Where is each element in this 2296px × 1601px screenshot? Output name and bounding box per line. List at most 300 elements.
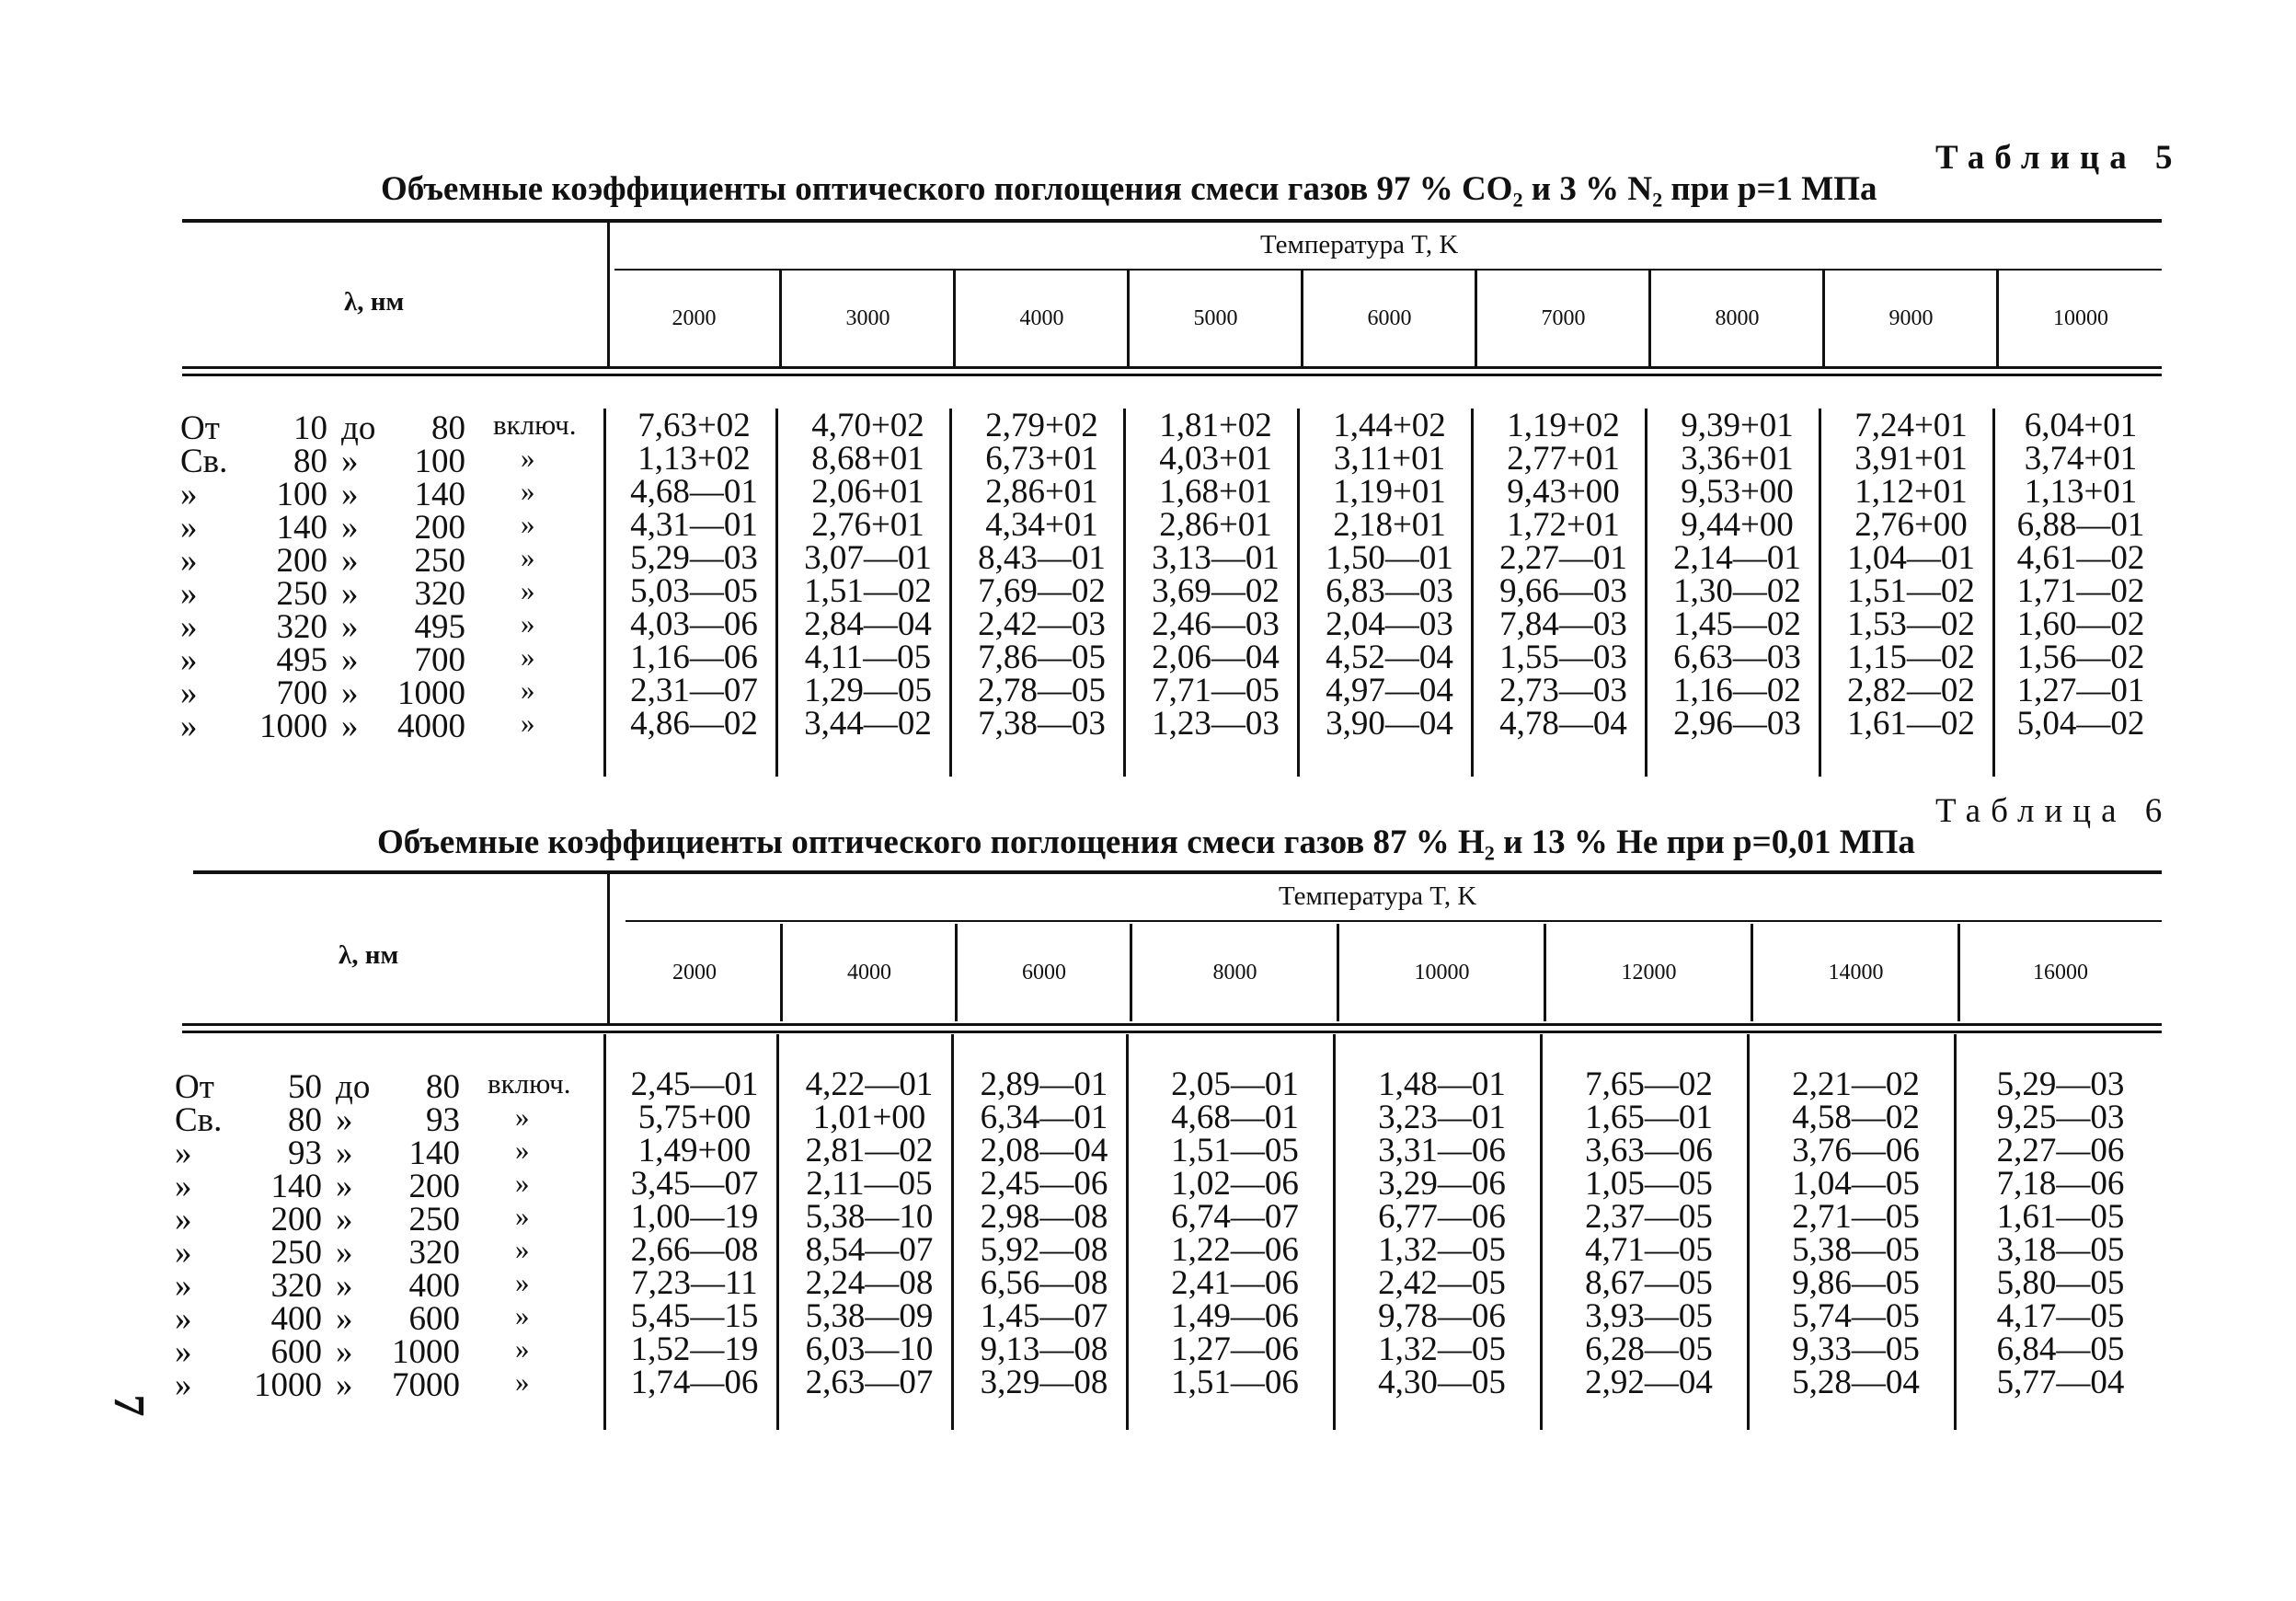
table-cell: 3,29—06	[1378, 1164, 1506, 1203]
table6-temp-columns	[607, 924, 2162, 1021]
table6-col-divider-head	[1957, 924, 1960, 1021]
table-cell: 4,58—02	[1792, 1098, 1920, 1136]
table-cell: 3,90—04	[1326, 704, 1453, 743]
table-cell: 1,13+02	[637, 439, 751, 478]
table-row	[175, 1065, 2162, 1106]
range-pfx: »	[180, 608, 198, 646]
range-sfx: »	[521, 574, 535, 606]
table-cell: 3,29—08	[980, 1363, 1108, 1401]
table5-temp-col-5: 7000	[1541, 305, 1586, 330]
range-mid: »	[336, 1267, 353, 1305]
table-cell: 1,50—01	[1326, 538, 1453, 577]
table-cell: 2,46—03	[1152, 605, 1280, 643]
table-cell: 4,78—04	[1499, 704, 1627, 743]
table-cell: 3,69—02	[1152, 571, 1280, 610]
range-pfx: »	[175, 1135, 192, 1172]
table-cell: 9,86—05	[1792, 1263, 1920, 1302]
table-cell: 7,71—05	[1152, 671, 1280, 709]
table6-temp-col-0: 2000	[672, 960, 717, 985]
table-cell: 2,76+01	[811, 505, 924, 544]
range-pfx: »	[175, 1234, 192, 1272]
table-row	[175, 1131, 2162, 1172]
range-a: 700	[276, 674, 327, 712]
range-mid: »	[336, 1234, 353, 1272]
range-sfx: »	[521, 508, 535, 540]
table-cell: 1,52—19	[630, 1330, 759, 1368]
table5-col-divider-head	[1648, 271, 1651, 366]
table-cell: 9,43+00	[1507, 472, 1620, 511]
table-cell: 6,88—01	[2016, 505, 2145, 544]
table-cell: 1,30—02	[1673, 571, 1801, 610]
table-row	[180, 505, 2164, 547]
row-range-label	[180, 508, 607, 547]
table6-temp-col-6: 14000	[1828, 960, 1884, 985]
table-cell: 6,77—06	[1378, 1197, 1506, 1236]
table-row	[180, 671, 2164, 712]
table-cell: 6,73+01	[985, 439, 1098, 478]
table-cell: 5,29—03	[1996, 1065, 2125, 1103]
table5-temp-col-8: 10000	[2053, 305, 2108, 330]
table-cell: 2,27—01	[1499, 538, 1627, 577]
row-range-label	[175, 1200, 607, 1238]
table5-lambda-header: λ, нм	[344, 287, 405, 317]
table-cell: 9,53+00	[1681, 472, 1794, 511]
table-cell: 1,61—05	[1996, 1197, 2125, 1236]
table-cell: 4,03+01	[1159, 439, 1272, 478]
table-cell: 1,45—07	[980, 1296, 1108, 1335]
range-sfx: »	[521, 707, 535, 739]
row-range-label	[180, 475, 607, 513]
table-cell: 9,25—03	[1996, 1098, 2125, 1136]
table-row	[180, 538, 2164, 580]
range-b: 140	[414, 476, 465, 513]
range-a: 495	[276, 641, 327, 679]
table-cell: 5,38—05	[1792, 1230, 1920, 1269]
row-range-label	[180, 707, 607, 745]
row-range-label	[175, 1067, 607, 1106]
table-cell: 2,79+02	[985, 406, 1098, 444]
range-mid: »	[341, 542, 359, 580]
range-pfx: »	[180, 641, 198, 679]
table-cell: 2,31—07	[630, 671, 758, 709]
table6-col-divider-head	[1130, 924, 1132, 1021]
range-sfx: »	[521, 442, 535, 474]
table5-col-divider-head	[1127, 271, 1130, 366]
table-cell: 7,24+01	[1854, 406, 1968, 444]
range-b: 140	[408, 1135, 460, 1172]
table-cell: 1,19+01	[1333, 472, 1446, 511]
table6-label: Таблица 6	[1935, 792, 2173, 830]
range-pfx: »	[175, 1168, 192, 1205]
range-a: 1000	[259, 708, 327, 745]
range-b: 700	[414, 641, 465, 679]
range-pfx: »	[175, 1333, 192, 1371]
row-range-label	[180, 442, 607, 480]
table-cell: 2,86+01	[985, 472, 1098, 511]
table-cell: 2,76+00	[1854, 505, 1968, 544]
table-cell: 1,32—05	[1378, 1230, 1506, 1269]
range-b: 320	[408, 1234, 460, 1272]
table-cell: 2,63—07	[805, 1363, 934, 1401]
range-b: 400	[408, 1267, 460, 1305]
table6-body	[175, 1065, 2162, 1404]
table6-stub-divider	[607, 874, 610, 1025]
table-cell: 6,56—08	[980, 1263, 1108, 1302]
table-cell: 1,00—19	[630, 1197, 759, 1236]
range-a: 10	[293, 409, 327, 447]
range-sfx: »	[521, 674, 535, 706]
range-pfx: »	[175, 1300, 192, 1338]
range-a: 100	[276, 476, 327, 513]
table-cell: 1,53—02	[1847, 605, 1975, 643]
range-mid: до	[336, 1068, 371, 1106]
table6-temp-col-7: 16000	[2033, 960, 2088, 985]
table5-body	[180, 406, 2164, 745]
row-range-label	[175, 1365, 607, 1404]
table-cell: 3,63—06	[1585, 1131, 1713, 1169]
table-cell: 2,42—03	[978, 605, 1106, 643]
table-cell: 4,30—05	[1378, 1363, 1506, 1401]
range-b: 200	[408, 1168, 460, 1205]
range-a: 250	[270, 1234, 322, 1272]
range-sfx: »	[515, 1134, 530, 1166]
range-sfx: »	[515, 1100, 530, 1133]
range-b: 93	[426, 1101, 460, 1139]
table-cell: 6,84—05	[1996, 1330, 2125, 1368]
table-cell: 4,17—05	[1996, 1296, 2125, 1335]
range-sfx: »	[515, 1200, 530, 1232]
table-cell: 5,38—09	[805, 1296, 934, 1335]
range-pfx: Св.	[180, 443, 228, 480]
range-b: 100	[414, 443, 465, 480]
table-cell: 1,56—02	[2016, 638, 2145, 676]
table-cell: 2,45—01	[630, 1065, 759, 1103]
range-pfx: »	[180, 575, 198, 613]
range-mid: »	[336, 1135, 353, 1172]
range-b: 600	[408, 1300, 460, 1338]
table-cell: 3,13—01	[1152, 538, 1280, 577]
range-b: 250	[414, 542, 465, 580]
table-row	[175, 1330, 2162, 1371]
table-cell: 4,34+01	[985, 505, 1098, 544]
row-range-label	[180, 409, 607, 447]
table5-title: Объемные коэффициенты оптического поглощения смеси газов 97 % CO₂ и 3 % N₂ при p=1 МПа	[381, 170, 1877, 208]
range-sfx: »	[515, 1332, 530, 1365]
table-row	[180, 704, 2164, 745]
table6-header-rule-1	[182, 1023, 2162, 1026]
table-cell: 1,27—06	[1171, 1330, 1299, 1368]
range-sfx: »	[515, 1167, 530, 1199]
table-cell: 3,91+01	[1854, 439, 1968, 478]
table-cell: 4,31—01	[630, 505, 758, 544]
table5-col-divider-head	[1475, 271, 1477, 366]
table-cell: 7,63+02	[637, 406, 751, 444]
table-cell: 1,55—03	[1499, 638, 1627, 676]
range-sfx: »	[515, 1233, 530, 1265]
table-cell: 1,65—01	[1585, 1098, 1713, 1136]
range-sfx: »	[521, 475, 535, 507]
range-a: 250	[276, 575, 327, 613]
table-cell: 1,51—02	[1847, 571, 1975, 610]
table-cell: 7,69—02	[978, 571, 1106, 610]
table-cell: 5,28—04	[1792, 1363, 1920, 1401]
range-pfx: От	[180, 409, 220, 447]
table-cell: 9,13—08	[980, 1330, 1108, 1368]
table-row	[175, 1164, 2162, 1205]
table6-header-rule-2	[182, 1031, 2162, 1033]
range-b: 7000	[392, 1366, 460, 1404]
table-cell: 2,77+01	[1507, 439, 1620, 478]
table-cell: 2,45—06	[980, 1164, 1108, 1203]
table-cell: 7,23—11	[631, 1263, 758, 1302]
table-row	[180, 439, 2164, 480]
table5-col-divider-head	[779, 271, 782, 366]
table-cell: 1,12+01	[1854, 472, 1968, 511]
row-range-label	[180, 541, 607, 580]
range-pfx: Св.	[175, 1101, 223, 1139]
table-cell: 1,04—05	[1792, 1164, 1920, 1203]
table5-label: Таблица 5	[1935, 139, 2183, 177]
table-cell: 2,71—05	[1792, 1197, 1920, 1236]
range-mid: »	[341, 476, 359, 513]
range-pfx: »	[180, 476, 198, 513]
row-range-label	[175, 1167, 607, 1205]
table-cell: 2,81—02	[805, 1131, 934, 1169]
table-cell: 6,04+01	[2024, 406, 2138, 444]
table-cell: 9,66—03	[1499, 571, 1627, 610]
table-row	[175, 1296, 2162, 1338]
table-cell: 2,08—04	[980, 1131, 1108, 1169]
range-a: 400	[270, 1300, 322, 1338]
table-cell: 8,68+01	[811, 439, 924, 478]
table5-temp-header: Температура T, K	[1260, 230, 1459, 259]
table6-temp-col-1: 4000	[847, 960, 891, 985]
table6-col-divider-head	[780, 924, 783, 1021]
table-cell: 5,45—15	[630, 1296, 759, 1335]
range-mid: »	[341, 708, 359, 745]
table-cell: 2,92—04	[1585, 1363, 1713, 1401]
table-cell: 4,22—01	[805, 1065, 934, 1103]
table-row	[180, 406, 2164, 447]
table-cell: 5,03—05	[630, 571, 758, 610]
table-cell: 2,73—03	[1499, 671, 1627, 709]
table-cell: 3,07—01	[804, 538, 932, 577]
table-cell: 2,18+01	[1333, 505, 1446, 544]
table-cell: 1,61—02	[1847, 704, 1975, 743]
range-mid: »	[336, 1333, 353, 1371]
table-cell: 2,27—06	[1996, 1131, 2125, 1169]
table-cell: 6,03—10	[805, 1330, 934, 1368]
table5-temp-col-6: 8000	[1715, 305, 1760, 330]
table6-lambda-header: λ, нм	[339, 940, 399, 970]
table-cell: 9,33—05	[1792, 1330, 1920, 1368]
row-range-label	[180, 574, 607, 613]
range-mid: »	[341, 443, 359, 480]
range-pfx: »	[175, 1267, 192, 1305]
table-cell: 4,61—02	[2016, 538, 2145, 577]
table-cell: 8,43—01	[978, 538, 1106, 577]
table-cell: 4,70+02	[811, 406, 924, 444]
range-mid: »	[336, 1101, 353, 1139]
table-cell: 1,32—05	[1378, 1330, 1506, 1368]
table-cell: 8,54—07	[805, 1230, 934, 1269]
table-cell: 2,89—01	[980, 1065, 1108, 1103]
table-cell: 5,77—04	[1996, 1363, 2125, 1401]
table6-temp-col-4: 10000	[1414, 960, 1470, 985]
table-cell: 2,06+01	[811, 472, 924, 511]
table-cell: 6,63—03	[1673, 638, 1801, 676]
row-range-label	[175, 1332, 607, 1371]
range-mid: »	[336, 1366, 353, 1404]
table5-header-rule-1	[182, 366, 2162, 369]
range-a: 50	[288, 1068, 322, 1106]
table6-col-divider-head	[955, 924, 958, 1021]
table-cell: 1,60—02	[2016, 605, 2145, 643]
row-range-label	[180, 640, 607, 679]
range-b: 80	[426, 1068, 460, 1106]
table6-temp-col-2: 6000	[1022, 960, 1066, 985]
table-row	[180, 472, 2164, 513]
table-cell: 1,23—03	[1152, 704, 1280, 743]
row-range-label	[180, 607, 607, 646]
range-mid: »	[336, 1201, 353, 1238]
table-cell: 9,39+01	[1681, 406, 1794, 444]
table5-temp-col-1: 3000	[845, 305, 890, 330]
table5-col-divider-head	[1996, 271, 1999, 366]
table-cell: 5,92—08	[980, 1230, 1108, 1269]
table-cell: 3,45—07	[630, 1164, 759, 1203]
table-cell: 2,66—08	[630, 1230, 759, 1269]
table-row	[175, 1197, 2162, 1238]
range-b: 495	[414, 608, 465, 646]
table-cell: 1,15—02	[1847, 638, 1975, 676]
table-cell: 1,04—01	[1847, 538, 1975, 577]
table-cell: 5,38—10	[805, 1197, 934, 1236]
range-sfx: »	[515, 1266, 530, 1298]
table-cell: 8,67—05	[1585, 1263, 1713, 1302]
table-cell: 2,78—05	[978, 671, 1106, 709]
range-mid: до	[341, 409, 376, 447]
table-cell: 5,74—05	[1792, 1296, 1920, 1335]
range-b: 80	[431, 409, 465, 447]
table-cell: 4,68—01	[630, 472, 758, 511]
table-row	[175, 1098, 2162, 1139]
table5-temp-col-4: 6000	[1367, 305, 1412, 330]
range-b: 1000	[392, 1333, 460, 1371]
table-cell: 1,16—06	[630, 638, 758, 676]
table-cell: 1,13+01	[2024, 472, 2138, 511]
range-pfx: »	[180, 542, 198, 580]
table-cell: 2,96—03	[1673, 704, 1801, 743]
table-cell: 1,51—02	[804, 571, 932, 610]
table-cell: 1,05—05	[1585, 1164, 1713, 1203]
range-a: 320	[270, 1267, 322, 1305]
range-mid: »	[341, 641, 359, 679]
table-cell: 1,49+00	[637, 1131, 752, 1169]
range-pfx: От	[175, 1068, 214, 1106]
table-cell: 2,37—05	[1585, 1197, 1713, 1236]
range-a: 600	[270, 1333, 322, 1371]
range-sfx: »	[521, 607, 535, 639]
row-range-label	[175, 1233, 607, 1272]
row-range-label	[175, 1100, 607, 1139]
row-range-label	[180, 674, 607, 712]
table-cell: 3,18—05	[1996, 1230, 2125, 1269]
table6-temp-header: Температура T, K	[1279, 881, 1477, 911]
table-row	[180, 605, 2164, 646]
range-pfx: »	[180, 708, 198, 745]
table-cell: 2,41—06	[1171, 1263, 1299, 1302]
table-cell: 7,86—05	[978, 638, 1106, 676]
range-sfx: »	[521, 640, 535, 673]
table-cell: 1,51—05	[1171, 1131, 1299, 1169]
range-pfx: »	[175, 1366, 192, 1404]
range-a: 1000	[254, 1366, 322, 1404]
table-cell: 3,31—06	[1378, 1131, 1506, 1169]
table-cell: 4,71—05	[1585, 1230, 1713, 1269]
range-sfx: »	[521, 541, 535, 573]
table-cell: 1,45—02	[1673, 605, 1801, 643]
row-range-label	[175, 1299, 607, 1338]
range-b: 200	[414, 509, 465, 547]
table-cell: 1,44+02	[1333, 406, 1446, 444]
table-cell: 6,83—03	[1326, 571, 1453, 610]
table-cell: 7,84—03	[1499, 605, 1627, 643]
table6-title: Объемные коэффициенты оптического поглощения смеси газов 87 % H₂ и 13 % He при p=0,01 МПа	[377, 824, 1915, 861]
table-cell: 2,82—02	[1847, 671, 1975, 709]
table-cell: 1,02—06	[1171, 1164, 1299, 1203]
table-cell: 5,80—05	[1996, 1263, 2125, 1302]
table-row	[175, 1363, 2162, 1404]
range-mid: »	[341, 674, 359, 712]
table6-temp-underline	[626, 920, 2162, 922]
range-a: 80	[288, 1101, 322, 1139]
range-pfx: »	[180, 509, 198, 547]
table-row	[175, 1263, 2162, 1305]
table-cell: 1,22—06	[1171, 1230, 1299, 1269]
table-cell: 1,71—02	[2016, 571, 2145, 610]
row-range-label	[175, 1266, 607, 1305]
table-cell: 3,23—01	[1378, 1098, 1506, 1136]
table5-stub-divider	[607, 221, 610, 368]
row-range-label	[175, 1134, 607, 1172]
range-b: 320	[414, 575, 465, 613]
table-cell: 4,03—06	[630, 605, 758, 643]
table5-col-divider-head	[953, 271, 956, 366]
range-b: 1000	[397, 674, 465, 712]
range-mid: »	[336, 1300, 353, 1338]
table-cell: 1,19+02	[1507, 406, 1620, 444]
table-cell: 3,11+01	[1333, 439, 1446, 478]
table-cell: 2,05—01	[1171, 1065, 1299, 1103]
table-cell: 2,84—04	[804, 605, 932, 643]
range-mid: »	[341, 509, 359, 547]
table-cell: 2,21—02	[1792, 1065, 1920, 1103]
table-cell: 2,98—08	[980, 1197, 1108, 1236]
table-cell: 7,38—03	[978, 704, 1106, 743]
table-cell: 1,27—01	[2016, 671, 2145, 709]
range-sfx: »	[515, 1365, 530, 1398]
table-cell: 2,04—03	[1326, 605, 1453, 643]
table-cell: 3,93—05	[1585, 1296, 1713, 1335]
table5-temp-columns	[607, 271, 2164, 366]
table-row	[180, 638, 2164, 679]
range-mid: »	[341, 608, 359, 646]
table5-col-divider-head	[1822, 271, 1825, 366]
page-number: 7	[104, 1394, 154, 1417]
range-sfx: »	[515, 1299, 530, 1331]
table5-temp-col-3: 5000	[1193, 305, 1238, 330]
